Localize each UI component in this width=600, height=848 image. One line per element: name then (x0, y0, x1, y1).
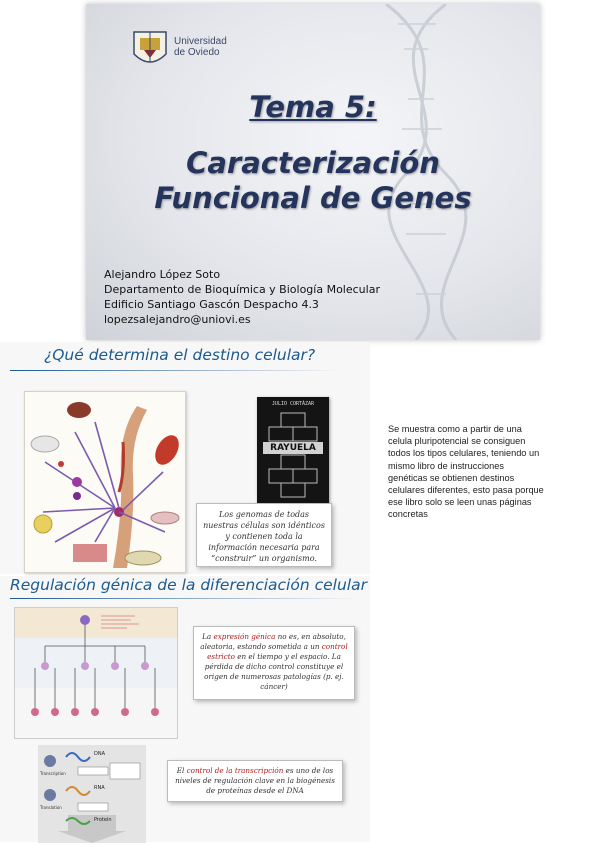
ctrl-text-2: es uno de los niveles de regulación clave en la biogénesis de proteínas desde el DNA (175, 766, 335, 795)
expr-text-1: La (202, 632, 214, 641)
expr-highlight-1: expresión génica (213, 632, 276, 641)
lesson-number (86, 90, 540, 124)
lesson-label: Tema 5 (249, 90, 366, 124)
lesson-title (86, 146, 540, 216)
lesson-title-line-2: Funcional de Genes (154, 181, 472, 215)
university-name-line-2: de Oviedo (174, 47, 220, 58)
lesson-colon: : (365, 90, 377, 124)
gene-regulation-title-rule (10, 598, 360, 599)
stem-cell-differentiation-figure (24, 391, 186, 573)
gene-regulation-title: Regulación génica de la diferenciación celular (10, 576, 367, 594)
gene-expression-info-box (193, 626, 355, 700)
author-email: lopezsalejandro@uniovi.es (104, 313, 251, 326)
hopscotch-grid-icon (263, 411, 323, 499)
author-department: Departamento de Bioquímica y Biología Molecular (104, 283, 380, 296)
title-slide (86, 4, 540, 340)
flow-label-dna: DNA (94, 751, 106, 757)
expr-text-3: en el tiempo y el espacio. La pérdida de dicho control constituye el origen de numerosas patologías (p. ej. cáncer) (204, 652, 344, 691)
university-name (174, 36, 234, 58)
university-crest-logo (126, 28, 174, 72)
cell-fate-title-rule (10, 370, 340, 371)
cell-fate-title: ¿Qué determina el destino celular? (44, 346, 316, 364)
flow-label-translation: Translation (40, 805, 62, 810)
university-name-line-1: Universidad (174, 36, 227, 47)
author-office: Edificio Santiago Gascón Despacho 4.3 (104, 298, 319, 311)
ctrl-highlight-1: control de la transcripción (186, 766, 284, 775)
author-name: Alejandro López Soto (104, 268, 221, 281)
flow-label-rna: RNA (94, 785, 105, 791)
book-title: RAYUELA (263, 442, 323, 454)
transcription-control-info-box (167, 760, 343, 802)
flow-label-transcription: Transcription (40, 771, 66, 776)
flow-label-protein: Protein (94, 817, 112, 823)
lesson-title-line-1: Caracterización (186, 146, 440, 180)
rayuela-book-cover (257, 397, 329, 505)
ctrl-text-1: El (176, 766, 187, 775)
expr-highlight-2: control estricto (207, 642, 348, 661)
book-author: JULIO CORTÁZAR (271, 401, 315, 407)
side-note: Se muestra como a partir de una celula pluripotencial se consiguen todos los tipos celulares, teniendo un mismo libro de instrucciones genéticas se obtienen destinos celulares diferentes, esto pasa porque ese libro solo se leen unas páginas concretas (388, 424, 544, 520)
expr-text-2: no es, en absoluto, aleatoria, estando sometida a un (200, 632, 346, 651)
central-dogma-diagram (38, 745, 146, 843)
genome-info-box: Los genomas de todas nuestras células son idénticos y contienen toda la información necesaria para “construir” un organismo. (196, 503, 332, 567)
hematopoiesis-diagram (14, 607, 178, 739)
